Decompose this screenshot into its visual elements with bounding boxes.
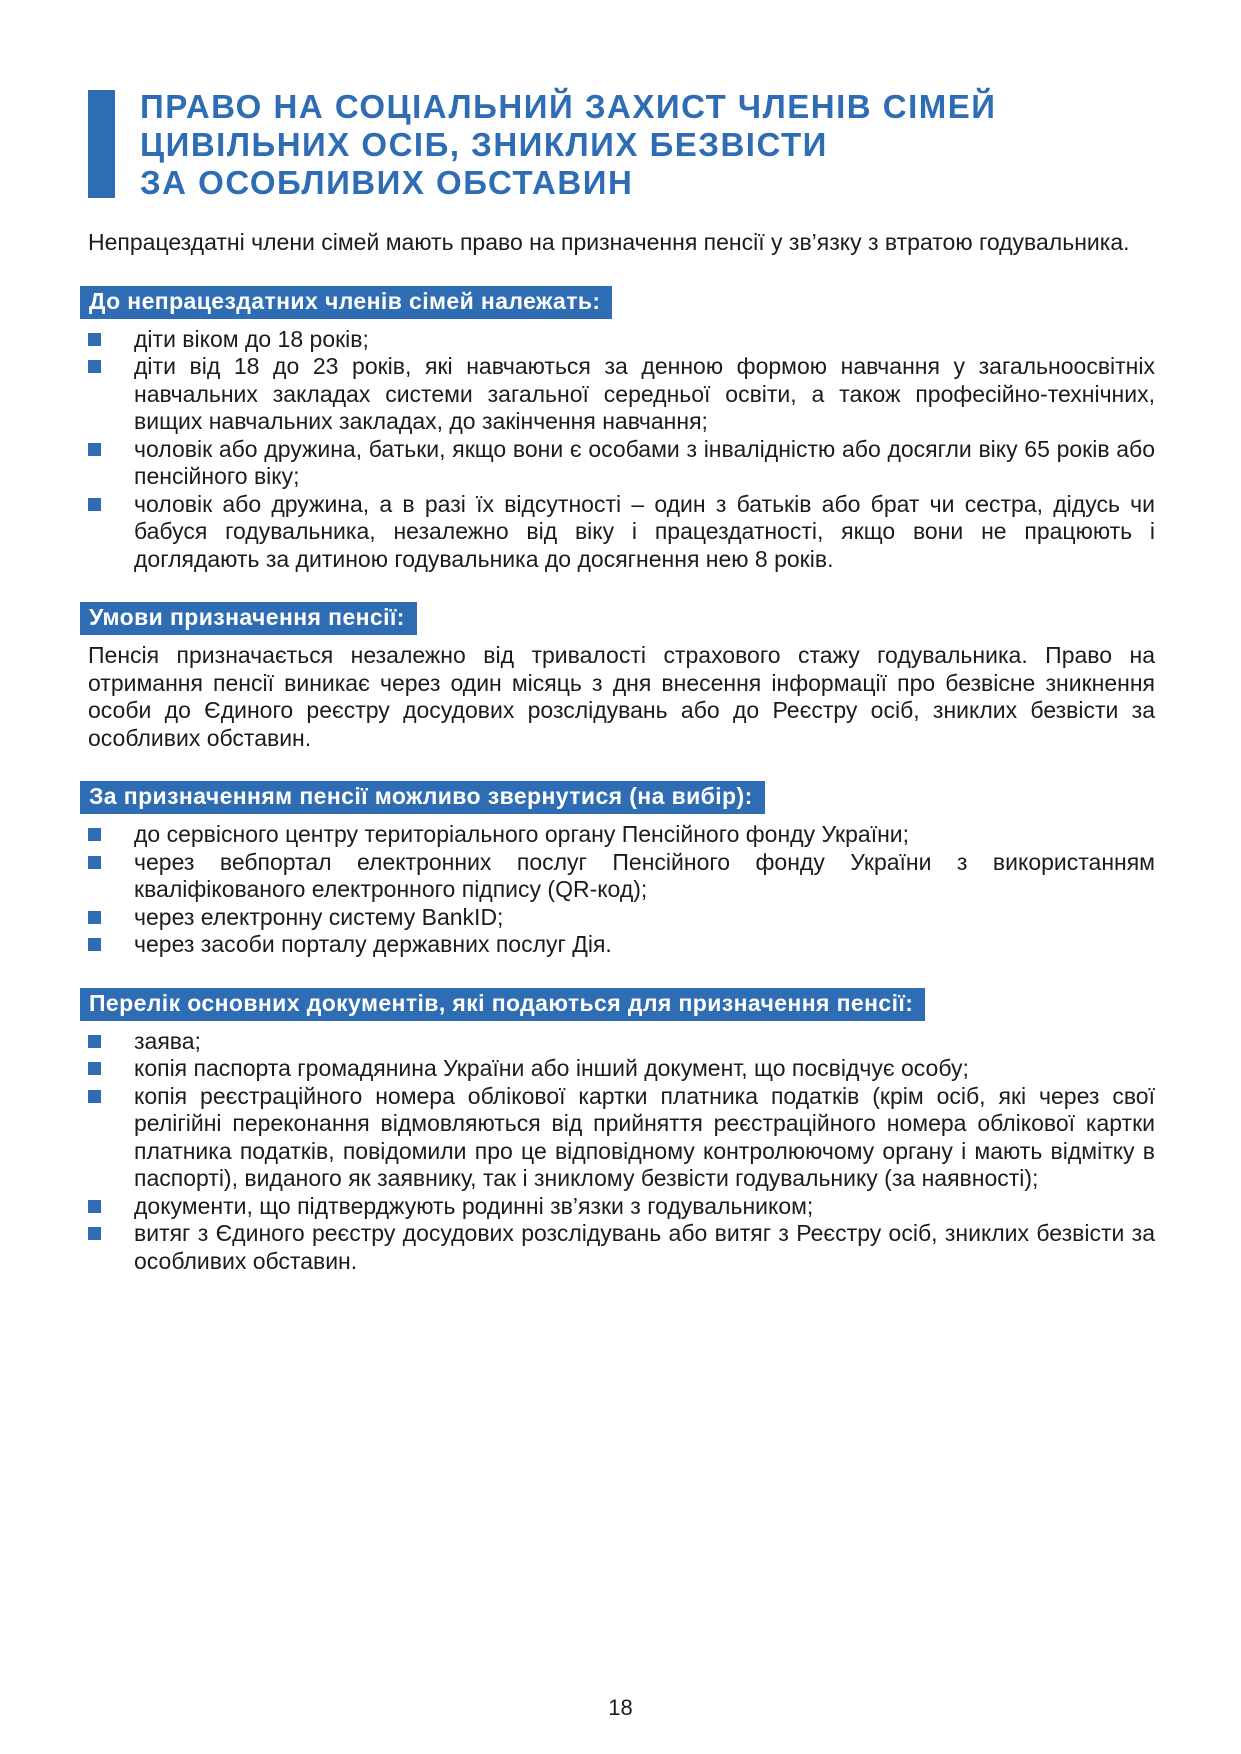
list-item [88, 849, 1155, 904]
intro-paragraph: Непрацездатні члени сімей мають право на призначення пенсії у зв’язку з втратою годувальника. [88, 229, 1130, 255]
list-item-text: через електронну систему BankID; [134, 903, 504, 930]
list-item [88, 1083, 1155, 1193]
list-item-text: до сервісного центру територіального органу Пенсійного фонду України; [134, 821, 910, 847]
square-bullet-icon [88, 856, 101, 869]
section-heading [80, 286, 1155, 319]
list-item-text: копія реєстраційного номера облікової картки платника податків (крім осіб, які через свої релігійні переконання відмовляються від прийняття реєстраційного номера облікової картки платника податків, повідомили про це відповідному контролюючому органу і мають відмітку в паспорті), виданого як заявнику, так і зниклому безвісти годувальнику (за наявності); [134, 1082, 1155, 1191]
page-footer [0, 1695, 1241, 1721]
square-bullet-icon [88, 333, 101, 346]
list-item-text: діти віком до 18 років; [134, 325, 369, 352]
list-item [88, 1193, 1155, 1221]
page-title [140, 88, 996, 202]
list-item [88, 1220, 1155, 1275]
bullet-list [88, 326, 1155, 574]
list-item [88, 1028, 1155, 1056]
page-number: 18 [608, 1695, 633, 1720]
square-bullet-icon [88, 938, 101, 951]
section-heading-highlight: Перелік основних документів, які подаються для призначення пенсії: [80, 988, 925, 1021]
page-title-line: ЦИВІЛЬНИХ ОСІБ, ЗНИКЛИХ БЕЗВІСТИ [140, 126, 828, 163]
section-heading [80, 988, 1155, 1021]
list-item-text: документи, що підтверджують родинні зв’язки з годувальником; [134, 1192, 814, 1219]
list-item [88, 821, 1155, 849]
list-item [88, 1055, 1155, 1083]
list-item-text: заява; [134, 1027, 201, 1054]
square-bullet-icon [88, 1090, 101, 1103]
bullet-list [88, 1028, 1155, 1276]
section-heading [80, 781, 1155, 814]
square-bullet-icon [88, 1227, 101, 1240]
section-paragraph: Пенсія призначається незалежно від тривалості страхового стажу годувальника. Право на отримання пенсії виникає через один місяць з дня внесення інформації про безвісне зникнення особи до Єдиного реєстру досудових розслідувань або до Реєстру осіб, зниклих безвісти за особливих обставин. [88, 642, 1155, 751]
square-bullet-icon [88, 1200, 101, 1213]
square-bullet-icon [88, 1035, 101, 1048]
list-item-text: діти від 18 до 23 років, які навчаються за денною формою навчання у загальноосвітніх навчальних закладах системи загальної середньої освіти, а також професійно-технічних, вищих навчальних закладах, до закінчення навчання; [134, 353, 1155, 434]
title-accent-bar [88, 90, 115, 198]
square-bullet-icon [88, 360, 101, 373]
list-item-text: через засоби порталу державних послуг Дія. [134, 931, 612, 957]
section-pension-conditions [88, 602, 1155, 752]
square-bullet-icon [88, 1062, 101, 1075]
list-item-text: чоловік або дружина, а в разі їх відсутності – один з батьків або брат чи сестра, дідусь чи бабуся годувальника, незалежно від віку і працездатності, якщо вони не працюють і доглядають за дитиною годувальника до досягнення нею 8 років. [134, 490, 1155, 572]
list-item-text: через вебпортал електронних послуг Пенсійного фонду України з використанням кваліфікованого електронного підпису (QR-код); [134, 848, 1155, 902]
square-bullet-icon [88, 498, 101, 511]
section-required-documents [88, 988, 1155, 1276]
list-item [88, 326, 1155, 354]
title-block [88, 88, 1155, 202]
section-eligible-members [88, 286, 1155, 574]
page-title-line: ПРАВО НА СОЦІАЛЬНИЙ ЗАХИСТ ЧЛЕНІВ СІМЕЙ [140, 88, 997, 125]
section-application-channels [88, 781, 1155, 959]
section-heading [80, 602, 1155, 635]
section-heading-highlight: За призначенням пенсії можливо звернутися (на вибір): [80, 781, 765, 814]
list-item [88, 491, 1155, 574]
list-item [88, 353, 1155, 436]
list-item-text: чоловік або дружина, батьки, якщо вони є особами з інвалідністю або досягли віку 65 років або пенсійного віку; [134, 435, 1155, 489]
list-item [88, 904, 1155, 932]
section-heading-highlight: Умови призначення пенсії: [80, 602, 417, 635]
square-bullet-icon [88, 911, 101, 924]
section-heading-highlight: До непрацездатних членів сімей належать: [80, 286, 612, 319]
square-bullet-icon [88, 828, 101, 841]
list-item [88, 436, 1155, 491]
list-item-text: витяг з Єдиного реєстру досудових розслідувань або витяг з Реєстру осіб, зниклих безвісти за особливих обставин. [134, 1220, 1155, 1274]
bullet-list [88, 821, 1155, 959]
page-title-line: ЗА ОСОБЛИВИХ ОБСТАВИН [140, 164, 634, 201]
list-item [88, 931, 1155, 959]
list-item-text: копія паспорта громадянина України або інший документ, що посвідчує особу; [134, 1055, 969, 1081]
square-bullet-icon [88, 443, 101, 456]
